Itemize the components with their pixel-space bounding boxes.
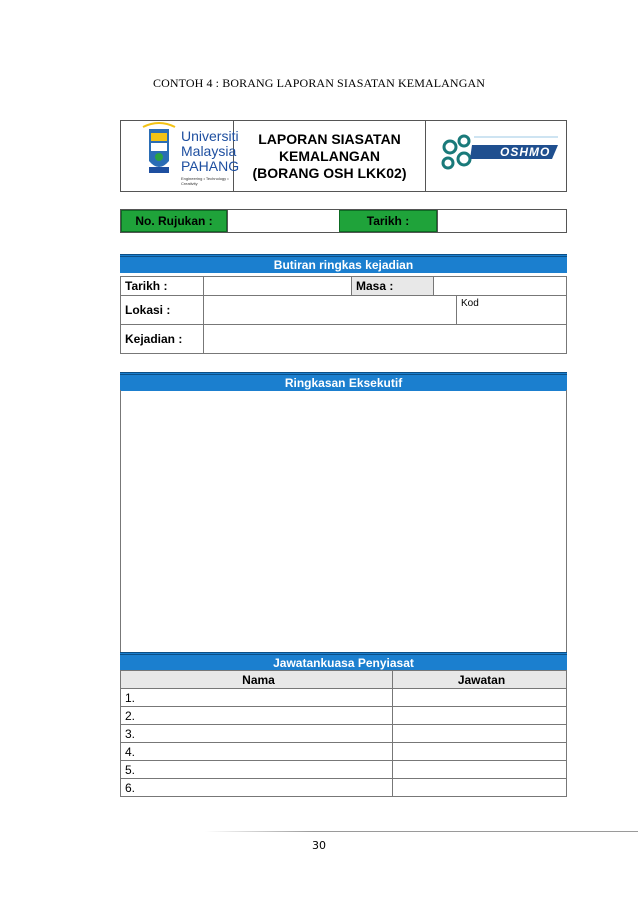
form-header bbox=[120, 120, 567, 192]
row-number[interactable]: 5. bbox=[121, 761, 393, 779]
title-line2: KEMALANGAN bbox=[278, 147, 381, 164]
page-heading: CONTOH 4 : BORANG LAPORAN SIASATAN KEMALANGAN bbox=[153, 76, 485, 90]
jawatan-field[interactable] bbox=[393, 707, 567, 725]
form-title bbox=[234, 121, 426, 191]
page-number: 30 bbox=[312, 839, 326, 852]
col-nama: Nama bbox=[121, 671, 393, 689]
butiran-tarikh-label: Tarikh : bbox=[121, 277, 204, 296]
ump-line1: Universiti bbox=[181, 128, 239, 144]
ump-line3: PAHANG bbox=[181, 158, 240, 174]
title-line1: LAPORAN SIASATAN bbox=[258, 130, 401, 147]
table-row bbox=[121, 743, 567, 761]
no-rujukan-label: No. Rujukan : bbox=[121, 210, 227, 232]
ump-logo bbox=[121, 121, 240, 191]
jawatan-field[interactable] bbox=[393, 689, 567, 707]
jawatan-field[interactable] bbox=[393, 725, 567, 743]
tarikh-field[interactable] bbox=[437, 210, 566, 232]
table-row bbox=[121, 779, 567, 797]
kejadian-label: Kejadian : bbox=[121, 325, 204, 354]
butiran-section-bar: Butiran ringkas kejadian bbox=[120, 254, 567, 273]
table-row bbox=[121, 707, 567, 725]
ump-line2: Malaysia bbox=[181, 143, 237, 159]
title-line3: (BORANG OSH LKK02) bbox=[252, 164, 407, 181]
masa-label: Masa : bbox=[352, 277, 434, 296]
row-number[interactable]: 3. bbox=[121, 725, 393, 743]
col-jawatan: Jawatan bbox=[393, 671, 567, 689]
jawatan-field[interactable] bbox=[393, 761, 567, 779]
ringkasan-field[interactable] bbox=[120, 390, 567, 654]
reference-row bbox=[120, 209, 567, 233]
lokasi-label: Lokasi : bbox=[121, 296, 204, 325]
jawatan-field[interactable] bbox=[393, 743, 567, 761]
footer-divider bbox=[205, 831, 638, 832]
jawatankuasa-section-bar: Jawatankuasa Penyiasat bbox=[120, 652, 567, 671]
row-number[interactable]: 6. bbox=[121, 779, 393, 797]
table-row bbox=[121, 725, 567, 743]
oshmo-text: OSHMO bbox=[500, 145, 551, 159]
masa-field[interactable] bbox=[434, 277, 567, 296]
row-number[interactable]: 4. bbox=[121, 743, 393, 761]
butiran-tarikh-field[interactable] bbox=[204, 277, 352, 296]
lokasi-field[interactable] bbox=[204, 296, 457, 325]
row-number[interactable]: 1. bbox=[121, 689, 393, 707]
tarikh-label: Tarikh : bbox=[339, 210, 437, 232]
oshmo-logo bbox=[426, 121, 566, 191]
butiran-table bbox=[120, 276, 567, 354]
kod-label: Kod bbox=[457, 296, 567, 325]
kejadian-field[interactable] bbox=[204, 325, 567, 354]
jawatankuasa-table bbox=[120, 670, 567, 797]
table-row bbox=[121, 761, 567, 779]
ump-tagline: Engineering • Technology • Creativity bbox=[181, 176, 229, 186]
jawatankuasa-header-row bbox=[121, 671, 567, 689]
no-rujukan-field[interactable] bbox=[227, 210, 339, 232]
row-number[interactable]: 2. bbox=[121, 707, 393, 725]
ringkasan-section-bar: Ringkasan Eksekutif bbox=[120, 372, 567, 391]
table-row bbox=[121, 689, 567, 707]
jawatan-field[interactable] bbox=[393, 779, 567, 797]
